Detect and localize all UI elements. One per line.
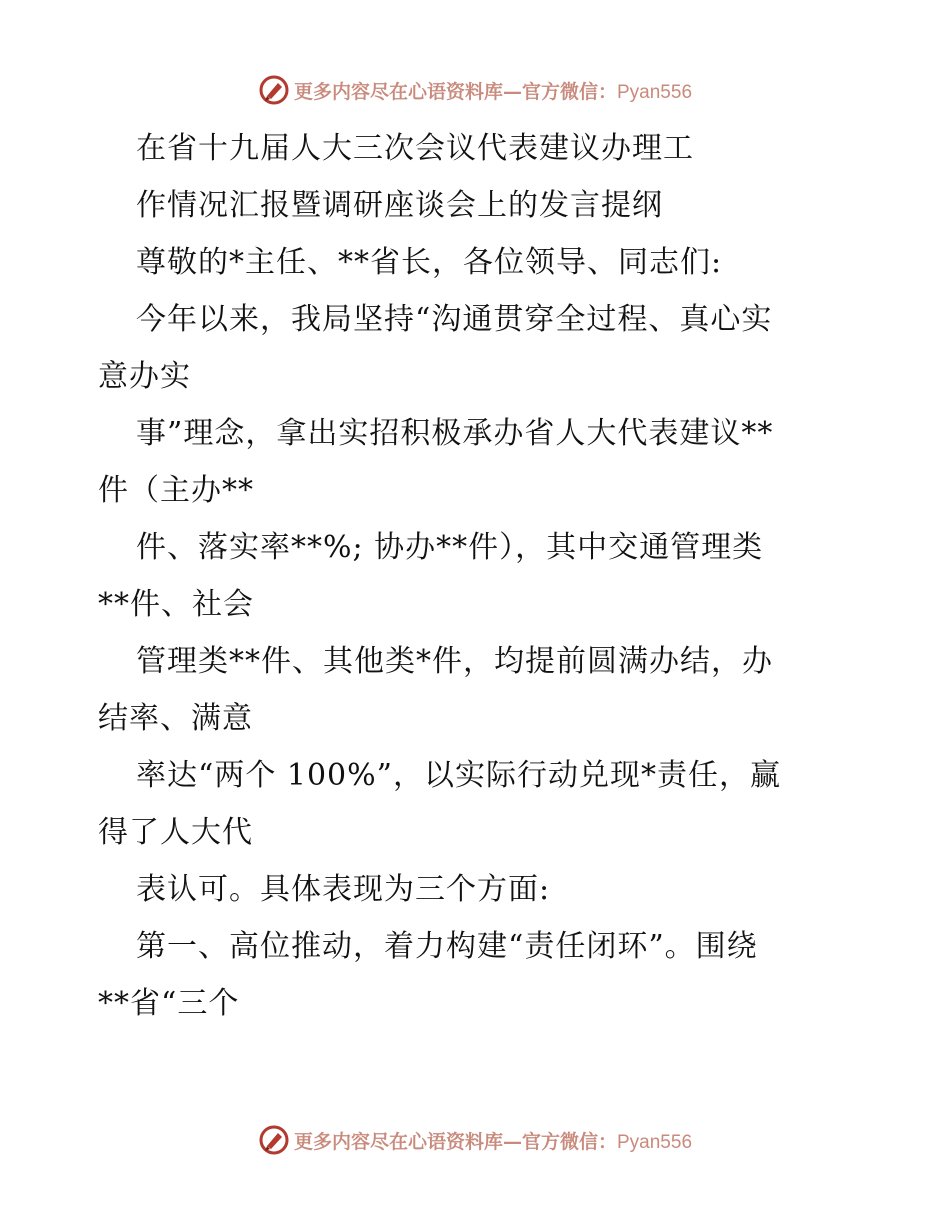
footer-banner (0, 1120, 950, 1160)
document-body (98, 120, 888, 1032)
header-wechat-id: Pyan556 (617, 81, 693, 103)
pen-logo-icon (258, 1124, 290, 1156)
pen-logo-icon (258, 74, 290, 106)
footer-wechat-id: Pyan556 (617, 1131, 693, 1153)
text-line: 作情况汇报暨调研座谈会上的发言提纲 (136, 188, 663, 223)
text-line: 意办实 (98, 359, 191, 394)
text-line: 件、落实率**%; 协办**件），其中交通管理类 (136, 530, 764, 565)
footer-banner-text: 更多内容尽在心语资料库—官方微信：Pyan556 (293, 1130, 693, 1153)
text-line: 尊敬的*主任、**省长，各位领导、同志们: (136, 245, 723, 280)
text-line: 结率、满意 (98, 701, 253, 736)
text-line: 得了人大代 (98, 815, 253, 850)
text-line: 率达“两个 100%”，以实际行动兑现*责任，赢 (136, 758, 781, 793)
text-line: 在省十九届人大三次会议代表建议办理工 (136, 131, 694, 166)
text-line: 事”理念，拿出实招积极承办省人大代表建议** (136, 416, 774, 451)
header-banner-text: 更多内容尽在心语资料库—官方微信：Pyan556 (293, 80, 693, 103)
header-banner (0, 70, 950, 110)
text-line: 第一、高位推动，着力构建“责任闭环”。围绕 (136, 929, 758, 964)
text-line: 件（主办** (98, 473, 254, 508)
text-line: 管理类**件、其他类*件，均提前圆满办结，办 (136, 644, 773, 679)
text-line: **省“三个 (98, 986, 240, 1021)
text-line: 今年以来，我局坚持“沟通贯穿全过程、真心实 (136, 302, 773, 337)
text-line: 表认可。具体表现为三个方面: (136, 872, 551, 907)
text-line: **件、社会 (98, 587, 254, 622)
